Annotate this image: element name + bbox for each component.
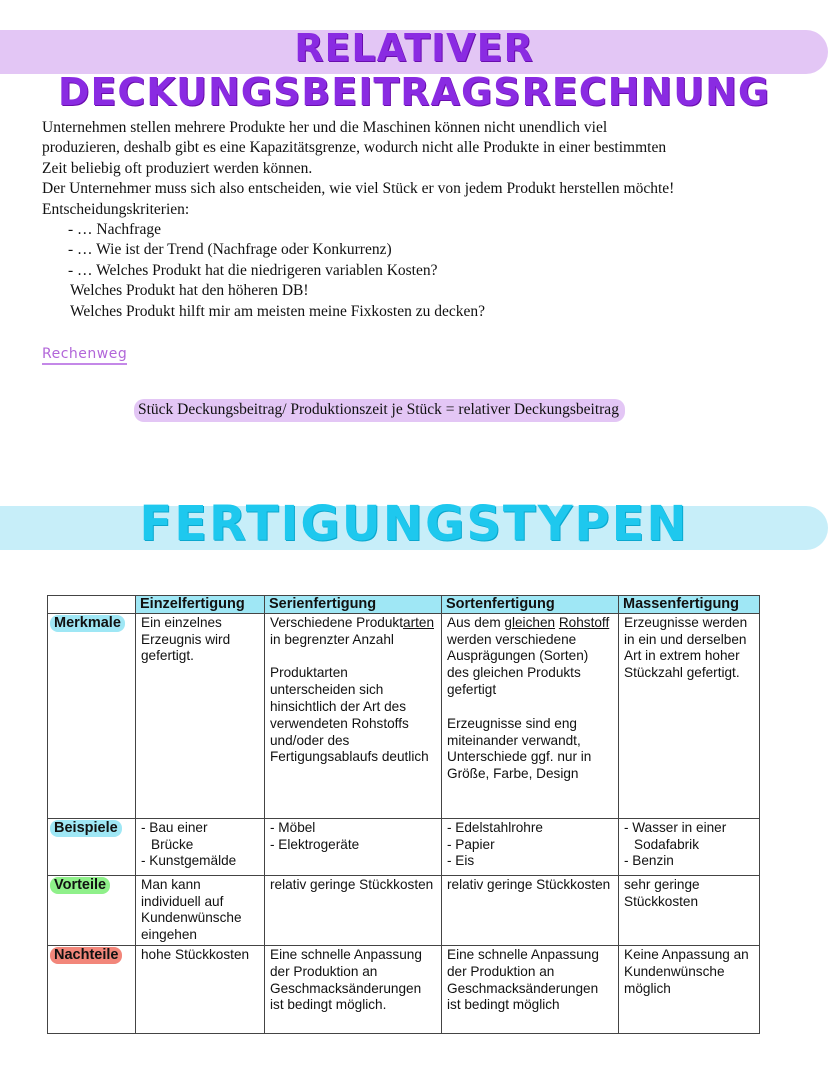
cell-beispiele-einzel: [136, 818, 265, 875]
criteria-item: - … Wie ist der Trend (Nachfrage oder Konkurrenz): [68, 241, 392, 259]
cell-nachteile-serie: Eine schnelle Anpassung der Produktion an Geschmacksänderungen ist bedingt möglich.: [265, 945, 442, 1033]
header-label: Einzelfertigung: [136, 596, 264, 613]
intro-text: [42, 118, 802, 322]
cell-merkmale-serie: [265, 613, 442, 818]
question-line: Welches Produkt hat den höheren DB!: [70, 282, 309, 300]
cell-merkmale-sorte: [442, 613, 619, 818]
list-item: - Edelstahlrohre: [447, 819, 543, 835]
list-item: - Bau einer: [141, 819, 208, 835]
table-row-beispiele: [48, 818, 760, 875]
criteria-item: - … Nachfrage: [68, 221, 161, 239]
row-label-cell: [48, 945, 136, 1033]
header-empty: [48, 596, 136, 614]
page-title: RELATIVER DECKUNGSBEITRAGSRECHNUNG: [57, 26, 771, 114]
fertigungstypen-table: [47, 595, 760, 1034]
intro-line: Unternehmen stellen mehrere Produkte her und die Maschinen können nicht unendlich viel: [42, 119, 608, 136]
list-item: - Elektrogeräte: [270, 836, 360, 852]
table-row-vorteile: [48, 875, 760, 945]
header-sortenfertigung: [442, 596, 619, 614]
header-massenfertigung: [619, 596, 760, 614]
text-part: Verschiedene Produkt: [270, 614, 404, 630]
list-item: - Eis: [447, 853, 475, 869]
cell-merkmale-masse: Erzeugnisse werden in ein und derselben Art in extrem hoher Stückzahl gefertigt.: [619, 613, 760, 818]
list-item: Brücke: [151, 836, 194, 852]
table-row-merkmale: [48, 613, 760, 818]
intro-line: Der Unternehmer muss sich also entscheiden, wie viel Stück er von jedem Produkt herstellen möchte!: [42, 180, 675, 198]
underlined-text: Rohstoff: [558, 614, 610, 630]
question-line: Welches Produkt hilft mir am meisten meine Fixkosten zu decken?: [70, 302, 485, 320]
row-label-beispiele: Beispiele: [50, 820, 122, 837]
row-label-cell: [48, 613, 136, 818]
list-item: Sodafabrik: [634, 836, 699, 852]
row-label-cell: [48, 818, 136, 875]
cell-nachteile-masse: Keine Anpassung an Kundenwünsche möglich: [619, 945, 760, 1033]
text-part: werden verschiedene Ausprägungen (Sorten) des gleichen Produkts gefertigt: [447, 631, 589, 697]
header-label: Sortenfertigung: [442, 596, 618, 613]
cell-paragraph: Produktarten unterscheiden sich hinsichtlich der Art des verwendeten Rohstoffs und/oder des Fertigungsablaufs deutlich: [270, 665, 429, 765]
list-item: - Papier: [447, 836, 495, 852]
cell-beispiele-masse: [619, 818, 760, 875]
list-item: - Wasser in einer: [624, 819, 727, 835]
cell-paragraph: Erzeugnisse sind eng miteinander verwandt, Unterschiede ggf. nur in Größe, Farbe, Design: [447, 715, 592, 782]
text-part: in begrenzter Anzahl: [270, 631, 394, 647]
intro-line: Zeit beliebig oft produziert werden können.: [42, 159, 313, 177]
cell-vorteile-sorte: relativ geringe Stückkosten: [442, 875, 619, 945]
cell-nachteile-einzel: hohe Stückkosten: [136, 945, 265, 1033]
cell-beispiele-sorte: [442, 818, 619, 875]
header-label: Serienfertigung: [265, 596, 441, 613]
text-part: Aus dem: [447, 614, 505, 630]
header-label: Massenfertigung: [619, 596, 759, 613]
intro-line: produzieren, deshalb gibt es eine Kapazitätsgrenze, wodurch nicht alle Produkte in einer bestimmten: [42, 139, 667, 157]
cell-paragraph: [270, 615, 436, 649]
cell-beispiele-serie: [265, 818, 442, 875]
intro-line: Entscheidungskriterien:: [42, 200, 190, 218]
cell-merkmale-einzel: Ein einzelnes Erzeugnis wird gefertigt.: [136, 613, 265, 818]
row-label-merkmale: Merkmale: [50, 615, 125, 632]
cell-vorteile-einzel: Man kann individuell auf Kundenwünsche eingehen: [136, 875, 265, 945]
underlined-text: arten: [403, 614, 434, 630]
header-serienfertigung: [265, 596, 442, 614]
header-einzelfertigung: [136, 596, 265, 614]
list-item: - Kunstgemälde: [141, 853, 237, 869]
list-item: - Möbel: [270, 819, 316, 835]
table-row-nachteile: [48, 945, 760, 1033]
row-label-cell: [48, 875, 136, 945]
cell-paragraph: [447, 615, 613, 699]
row-label-vorteile: Vorteile: [50, 877, 110, 894]
list-item: - Benzin: [624, 853, 674, 869]
rechenweg-heading: Rechenweg: [42, 346, 127, 365]
cell-vorteile-serie: relativ geringe Stückkosten: [265, 875, 442, 945]
row-label-nachteile: Nachteile: [50, 947, 122, 964]
section-title: FERTIGUNGSTYPEN: [139, 496, 689, 552]
cell-vorteile-masse: sehr geringe Stückkosten: [619, 875, 760, 945]
formula-highlight: Stück Deckungsbeitrag/ Produktionszeit je Stück = relativer Deckungsbeitrag: [134, 399, 625, 422]
cell-nachteile-sorte: Eine schnelle Anpassung der Produktion an Geschmacksänderungen ist bedingt möglich: [442, 945, 619, 1033]
criteria-item: - … Welches Produkt hat die niedrigeren variablen Kosten?: [68, 261, 438, 279]
underlined-text: gleichen: [504, 614, 556, 630]
table-header-row: [48, 596, 760, 614]
